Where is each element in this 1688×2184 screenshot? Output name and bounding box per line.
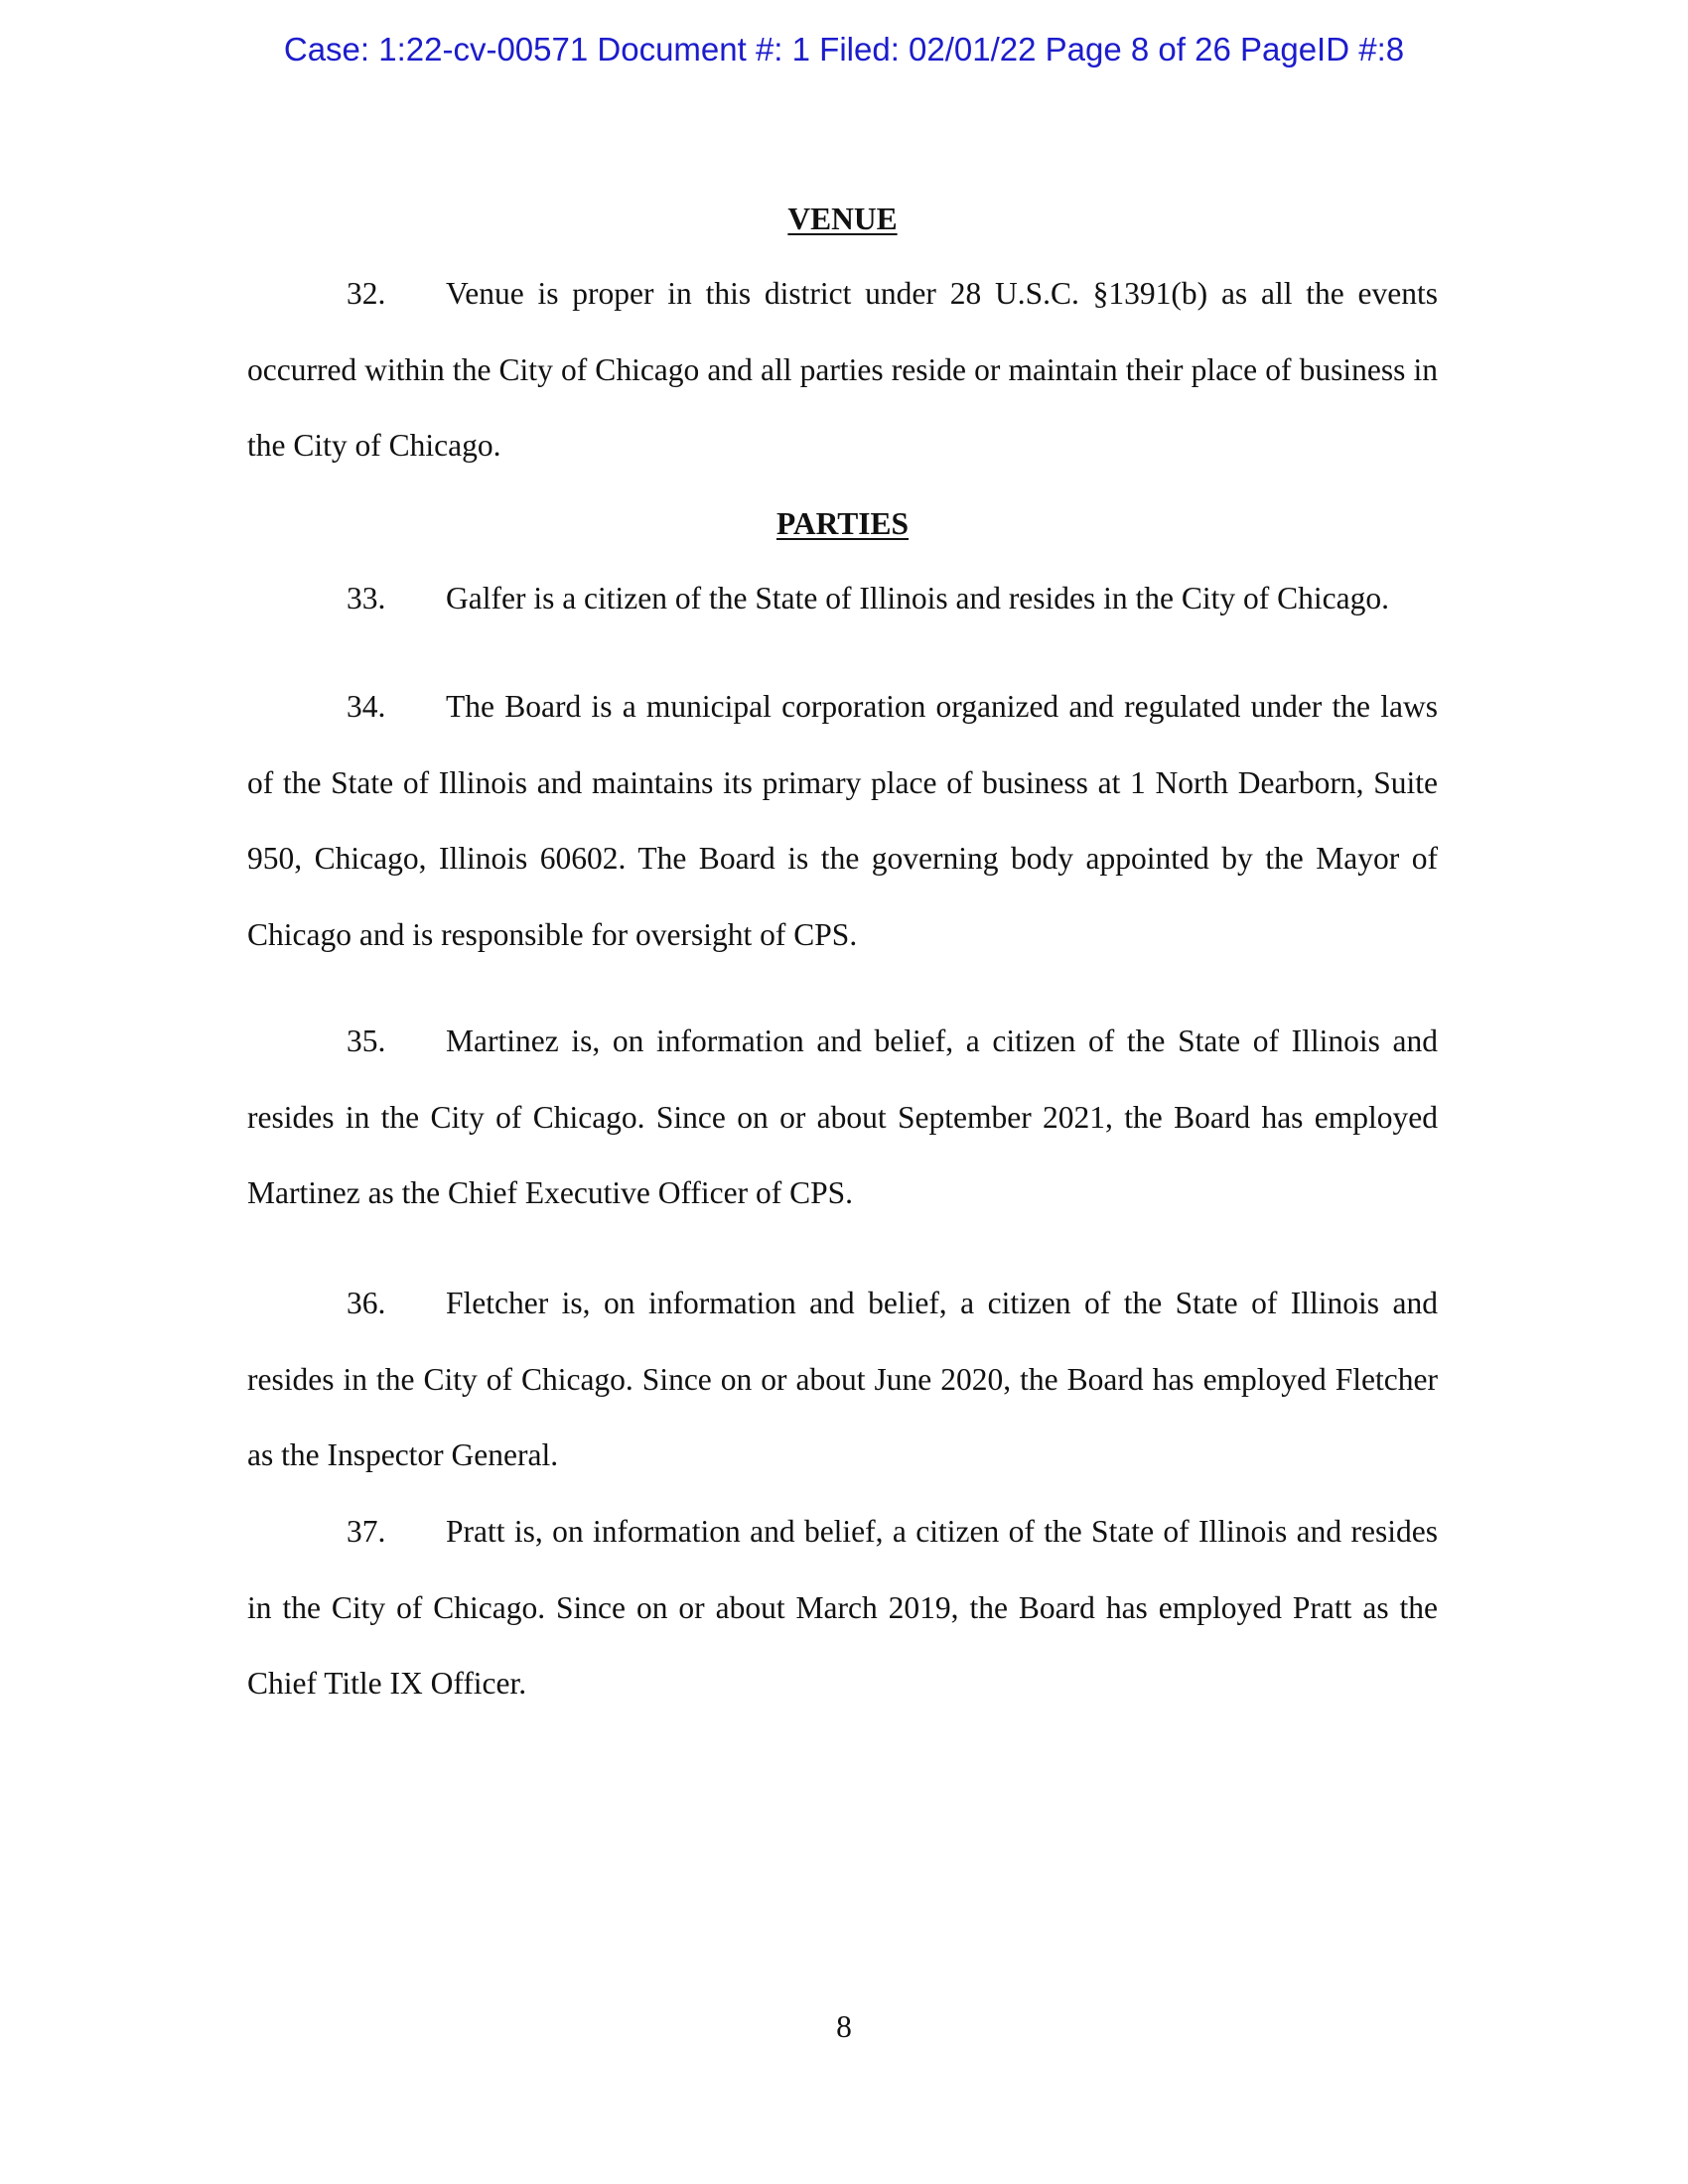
paragraph-34: [247, 669, 1438, 974]
paragraph-text: Martinez is, on information and belief, a citizen of the State of Illinois and resides in the City of Chicago. Since on or about September 2021, the Board has employed Martinez as the Chief Executive Officer of CPS.: [247, 1024, 1438, 1211]
paragraph-36: [247, 1266, 1438, 1494]
paragraph-number: 36.: [347, 1286, 386, 1320]
paragraph-32: [247, 256, 1438, 484]
parties-heading-text: PARTIES: [775, 506, 910, 541]
paragraph-number: 34.: [347, 689, 386, 724]
case-header: Case: 1:22-cv-00571 Document #: 1 Filed: 02/01/22 Page 8 of 26 PageID #:8: [283, 31, 1405, 68]
paragraph-number: 35.: [347, 1024, 386, 1058]
venue-heading-text: VENUE: [787, 202, 898, 236]
paragraph-text: Venue is proper in this district under 28 U.S.C. §1391(b) as all the events occurred within the City of Chicago and all parties reside or maintain their place of business in the City of Chicago.: [247, 276, 1438, 464]
paragraph-text: The Board is a municipal corporation organized and regulated under the laws of the State of Illinois and maintains its primary place of business at 1 North Dearborn, Suite 950, Chicago, Illinois 60602. The Board is the governing body appointed by the Mayor of Chicago and is responsible for oversight of CPS.: [247, 689, 1438, 953]
paragraph-text: Galfer is a citizen of the State of Illinois and resides in the City of Chicago.: [446, 581, 1389, 615]
page-number: 8: [836, 2009, 852, 2044]
paragraph-number: 37.: [347, 1514, 386, 1549]
paragraph-33: [247, 561, 1438, 637]
paragraph-37: [247, 1494, 1438, 1722]
paragraph-number: 32.: [347, 276, 386, 311]
paragraph-number: 33.: [347, 581, 386, 615]
parties-heading: [247, 504, 1438, 544]
paragraph-text: Pratt is, on information and belief, a citizen of the State of Illinois and resides in the City of Chicago. Since on or about March 2019, the Board has employed Pratt as the Chief Title IX Officer.: [247, 1514, 1438, 1702]
paragraph-text: Fletcher is, on information and belief, a citizen of the State of Illinois and resides in the City of Chicago. Since on or about June 2020, the Board has employed Fletcher as the Inspector General.: [247, 1286, 1438, 1473]
venue-heading: [247, 200, 1438, 239]
paragraph-35: [247, 1004, 1438, 1232]
